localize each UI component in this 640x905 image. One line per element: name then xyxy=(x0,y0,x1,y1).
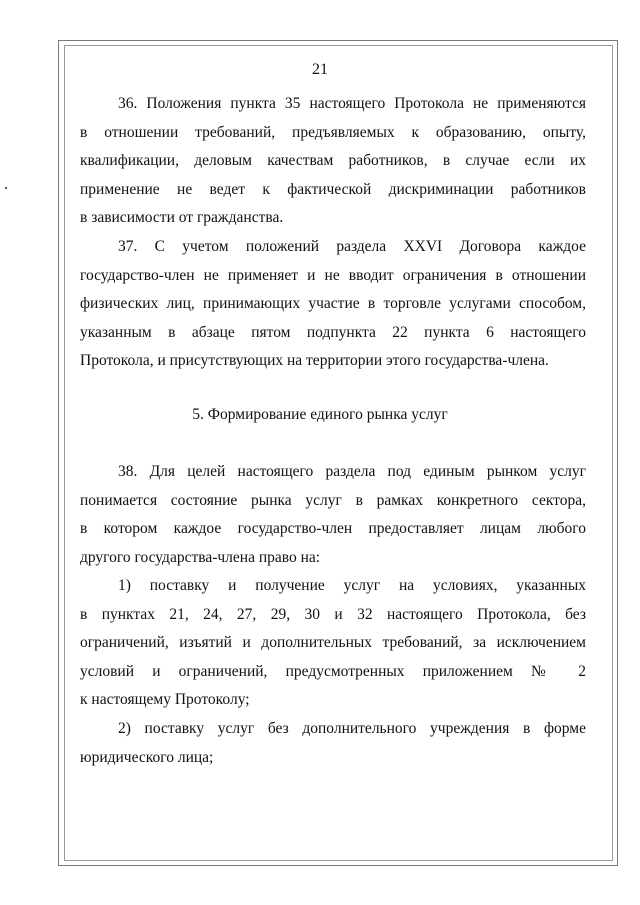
text-line: Протокола, и присутствующих на территории этого государства-члена. xyxy=(80,352,549,370)
text-line: 1) поставку и получение услуг на условиях, указанных xyxy=(118,577,586,594)
paragraph-36 xyxy=(80,90,586,233)
text-line: 36. Положения пункта 35 настоящего Протокола не применяются xyxy=(118,95,586,112)
text-line: в котором каждое государство-член предоставляет лицам любого xyxy=(80,520,586,538)
text-line: понимается состояние рынка услуг в рамках конкретного сектора, xyxy=(80,491,586,509)
text-line: 37. С учетом положений раздела XXVI Договора каждое xyxy=(118,238,586,255)
text-line: 38. Для целей настоящего раздела под единым рынком услуг xyxy=(118,463,586,480)
text-line: ограничений, изъятий и дополнительных требований, за исключением xyxy=(80,634,586,652)
text-line: физических лиц, принимающих участие в торговле услугами способом, xyxy=(80,295,586,313)
text-line: в пунктах 21, 24, 27, 29, 30 и 32 настоящего Протокола, без xyxy=(80,605,586,623)
text-line: условий и ограничений, предусмотренных приложением № 2 xyxy=(80,662,586,680)
text-line: применение не ведет к фактической дискриминации работников xyxy=(80,180,586,198)
text-line: юридического лица; xyxy=(80,748,214,766)
section-heading: 5. Формирование единого рынка услуг xyxy=(192,406,448,423)
text-line: другого государства-члена право на: xyxy=(80,548,321,566)
text-line: в зависимости от гражданства. xyxy=(80,209,284,227)
text-line: к настоящему Протоколу; xyxy=(80,691,250,709)
list-item-2 xyxy=(80,715,586,772)
margin-dot xyxy=(5,187,7,189)
text-line: квалификации, деловым качествам работников, в случае если их xyxy=(80,152,586,170)
page-number: 21 xyxy=(312,61,328,78)
paragraph-38 xyxy=(80,458,586,572)
paragraph-37 xyxy=(80,233,586,376)
text-line: государство-член не применяет и не вводит ограничения в отношении xyxy=(80,266,586,284)
text-line: 2) поставку услуг без дополнительного учреждения в форме xyxy=(118,720,586,737)
list-item-1 xyxy=(80,572,586,715)
text-line: в отношении требований, предъявляемых к образованию, опыту, xyxy=(80,123,586,141)
text-line: указанным в абзаце пятом подпункта 22 пункта 6 настоящего xyxy=(80,323,586,341)
